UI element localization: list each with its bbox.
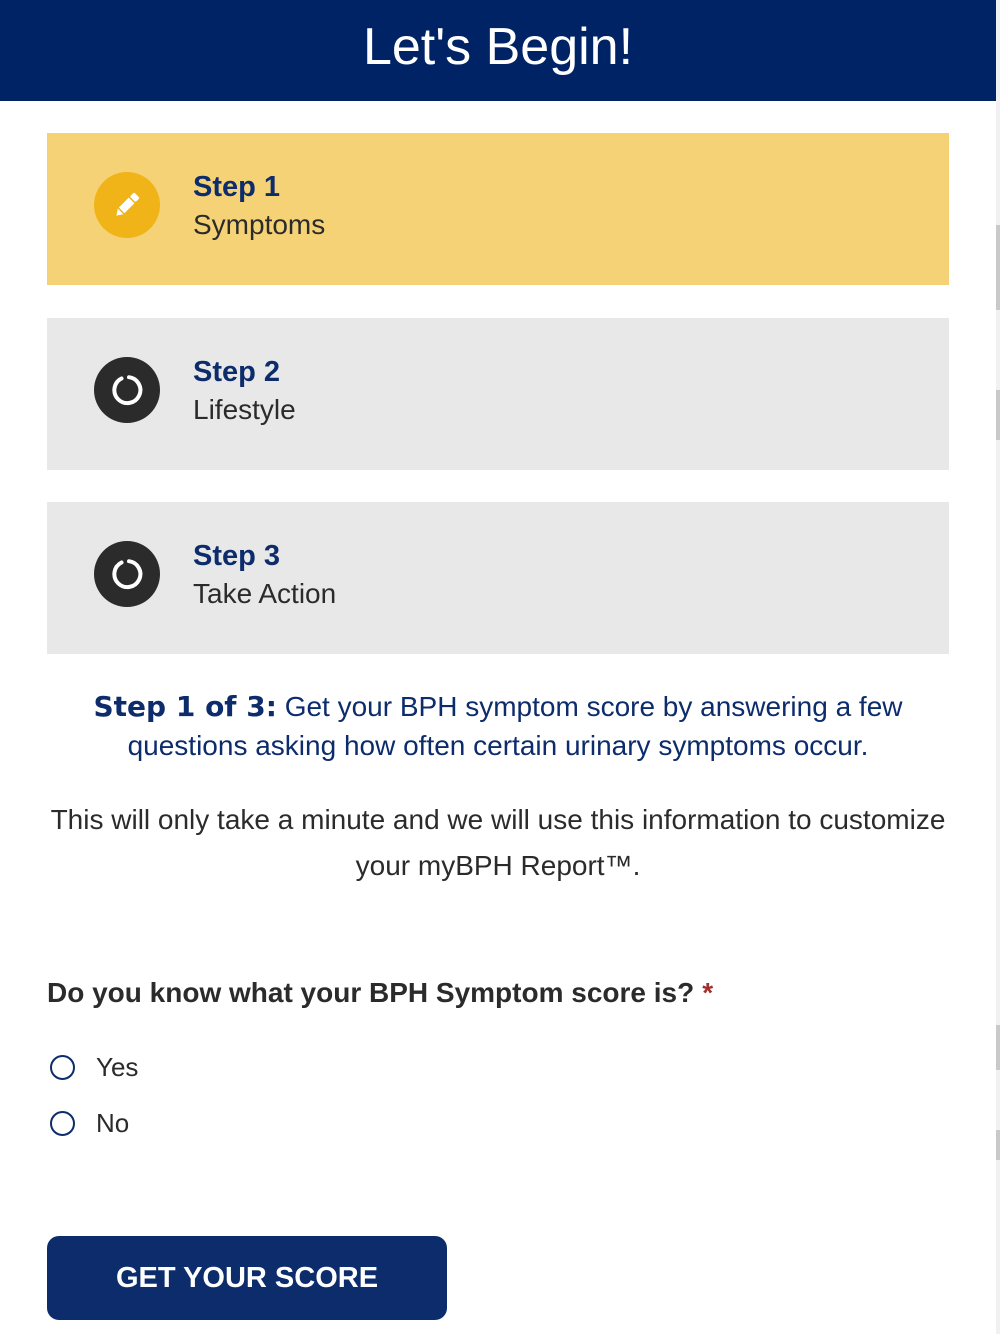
page-title: Let's Begin! <box>362 17 634 76</box>
page-header <box>0 0 996 101</box>
get-score-button[interactable]: GET YOUR SCORE <box>47 1236 447 1320</box>
step-subtitle: Take Action <box>193 578 337 609</box>
radio-option-no[interactable] <box>50 1108 129 1139</box>
pencil-icon <box>94 172 160 238</box>
step-title: Step 1 <box>193 171 281 203</box>
scrollbar-segment <box>996 1025 1000 1070</box>
step-intro <box>47 687 949 765</box>
radio-button[interactable] <box>50 1055 75 1080</box>
circle-icon <box>94 357 160 423</box>
info-note: This will only take a minute and we will use this information to customize your myBPH Report™. <box>50 804 946 881</box>
step-progress-label: Step 1 of 3: <box>93 690 277 723</box>
step-card-lifestyle[interactable] <box>47 318 949 470</box>
step-title: Step 3 <box>193 540 281 572</box>
scrollbar-segment <box>996 225 1000 310</box>
step-subtitle: Symptoms <box>193 209 326 240</box>
question-label: Do you know what your BPH Symptom score is? <box>47 977 695 1008</box>
step-card-symptoms[interactable] <box>47 133 949 285</box>
scrollbar[interactable] <box>996 0 1000 1334</box>
scrollbar-segment <box>996 390 1000 440</box>
radio-option-yes[interactable] <box>50 1052 138 1083</box>
step-card-take-action[interactable] <box>47 502 949 654</box>
required-marker: * <box>702 977 714 1008</box>
step-subtitle: Lifestyle <box>193 394 296 425</box>
radio-label[interactable]: Yes <box>96 1052 139 1082</box>
scrollbar-segment <box>996 1130 1000 1160</box>
step-title: Step 2 <box>193 356 281 388</box>
circle-icon <box>94 541 160 607</box>
question-heading <box>47 977 713 1009</box>
radio-button[interactable] <box>50 1111 75 1136</box>
radio-label[interactable]: No <box>96 1108 130 1138</box>
step-intro-text: Get your BPH symptom score by answering a few questions asking how often certain urinary symptoms occur. <box>127 691 903 761</box>
